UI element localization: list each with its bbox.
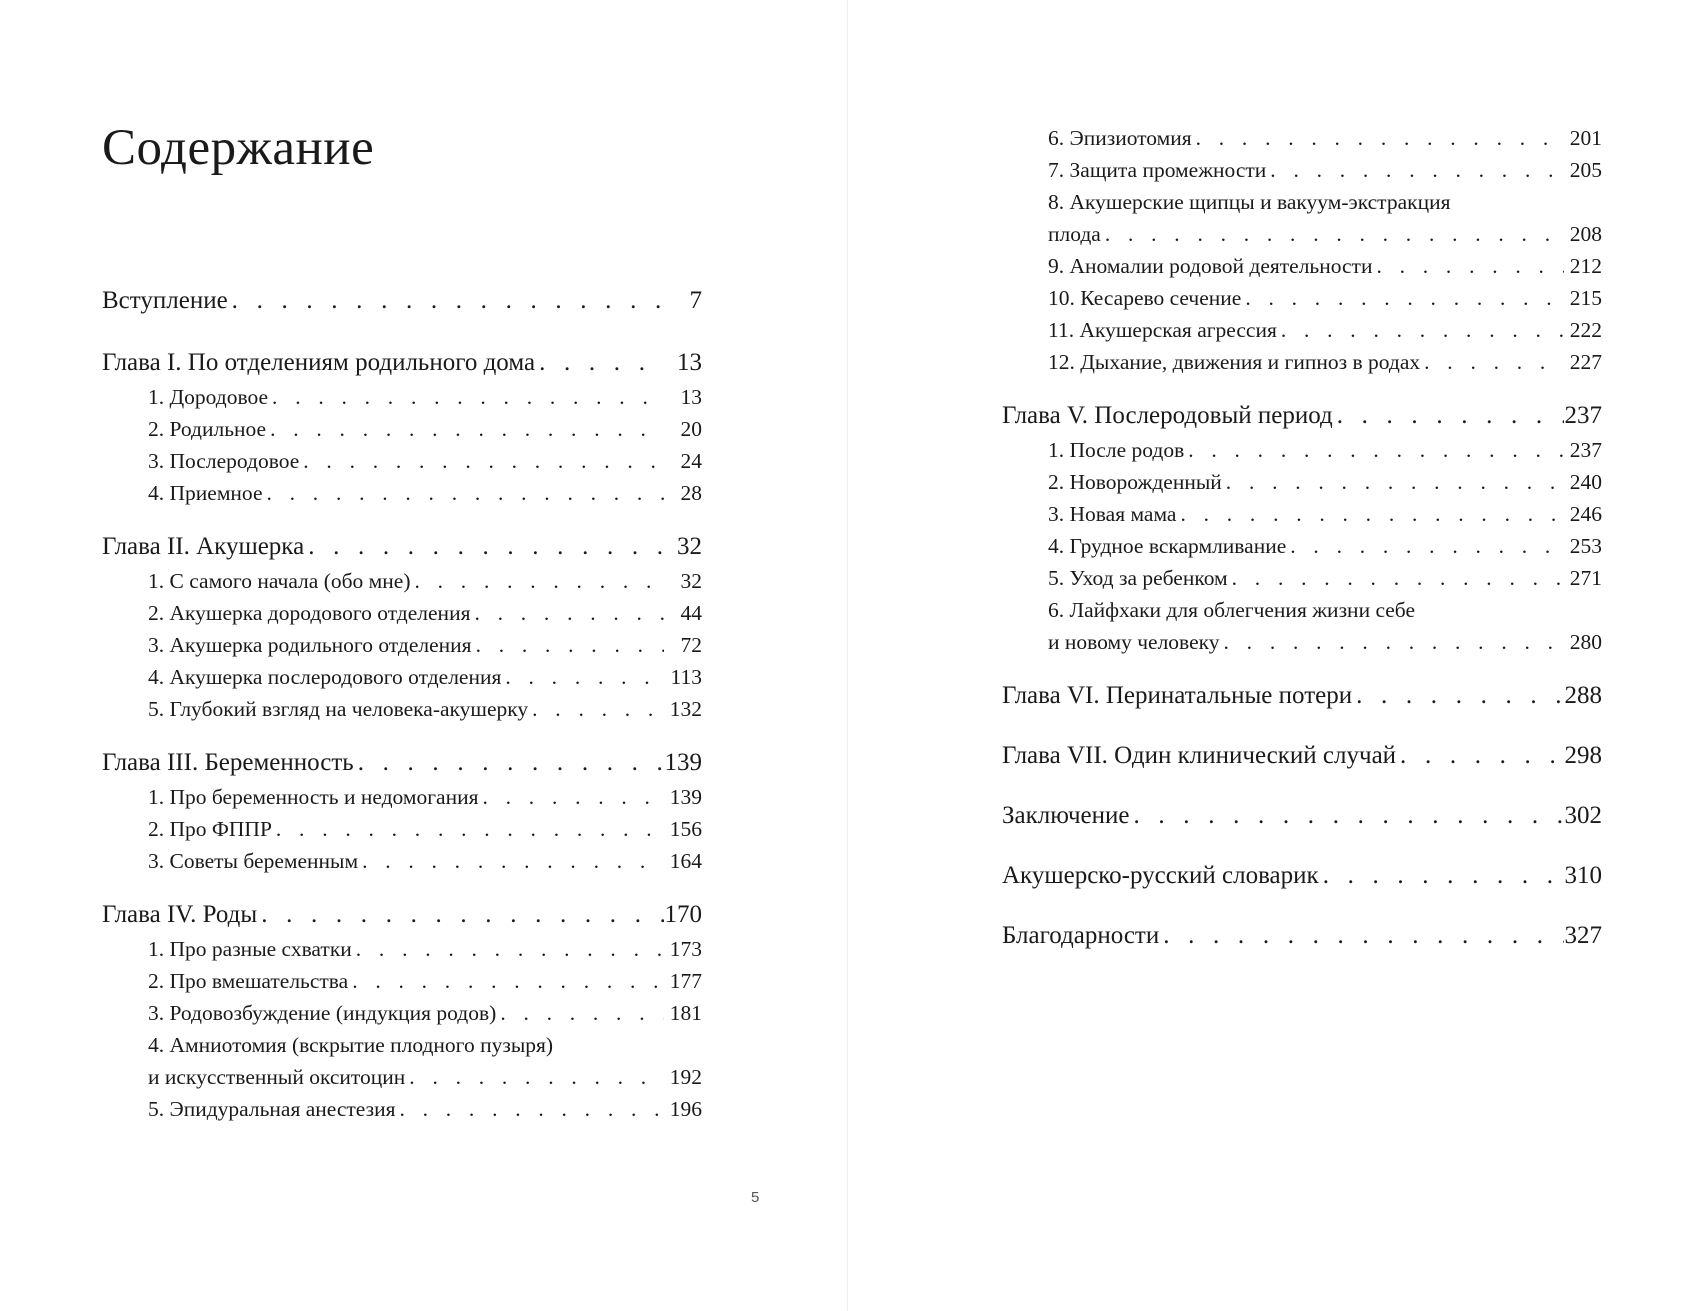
toc-chapter-7[interactable] bbox=[1002, 738, 1602, 774]
toc-entry-label: 12. Дыхание, движения и гипноз в родах bbox=[1048, 350, 1421, 374]
toc-entry-label: 3. Родовозбуждение (индукция родов) bbox=[148, 1001, 497, 1025]
dot-leader bbox=[272, 813, 664, 845]
toc-page-number: 327 bbox=[1564, 922, 1602, 949]
toc-subentry[interactable] bbox=[102, 965, 702, 997]
dot-leader bbox=[348, 965, 664, 997]
toc-entry-label: 2. Акушерка дородового отделения bbox=[148, 601, 471, 625]
toc-page-number: 177 bbox=[669, 969, 702, 993]
toc-page-number: 139 bbox=[669, 785, 702, 809]
dot-leader bbox=[496, 997, 664, 1029]
toc-entry-label: Глава V. Послеродовый период bbox=[1002, 402, 1333, 429]
toc-entry-thanks[interactable] bbox=[1002, 918, 1602, 954]
toc-subentry[interactable] bbox=[102, 565, 702, 597]
toc-page-number: 280 bbox=[1569, 630, 1602, 654]
toc-page-number: 139 bbox=[664, 749, 702, 776]
toc-subentry-continuation[interactable] bbox=[1002, 218, 1602, 250]
toc-subentry[interactable] bbox=[102, 781, 702, 813]
toc-entry-label: 1. Про разные схватки bbox=[148, 937, 352, 961]
toc-entry-label: 1. После родов bbox=[1048, 438, 1185, 462]
toc-subentry[interactable] bbox=[1002, 466, 1602, 498]
toc-page-number: 132 bbox=[669, 697, 702, 721]
toc-subentry[interactable] bbox=[102, 661, 702, 693]
toc-page-number: 32 bbox=[680, 569, 702, 593]
dot-leader bbox=[354, 745, 664, 781]
dot-leader bbox=[411, 565, 665, 597]
dot-leader bbox=[1130, 798, 1565, 834]
toc-page-number: 7 bbox=[689, 287, 702, 314]
toc-entry-label: 2. Новорожденный bbox=[1048, 470, 1222, 494]
dot-leader bbox=[304, 529, 664, 565]
toc-subentry-continuation[interactable] bbox=[102, 1061, 702, 1093]
toc-entry-label: 1. С самого начала (обо мне) bbox=[148, 569, 411, 593]
toc-entry-label: Глава IV. Роды bbox=[102, 901, 258, 928]
toc-entry-label: 5. Уход за ребенком bbox=[1048, 566, 1228, 590]
toc-page-number: 237 bbox=[1569, 438, 1602, 462]
dot-leader bbox=[1286, 530, 1564, 562]
dot-leader bbox=[528, 693, 664, 725]
dot-leader bbox=[535, 345, 664, 381]
toc-entry-label: Заключение bbox=[1002, 802, 1130, 829]
dot-leader bbox=[266, 413, 664, 445]
toc-subentry-first-line[interactable] bbox=[1002, 594, 1602, 626]
toc-subentry[interactable] bbox=[102, 445, 702, 477]
toc-entry-label: 3. Акушерка родильного отделения bbox=[148, 633, 472, 657]
toc-entry-label: 5. Эпидуральная анестезия bbox=[148, 1097, 396, 1121]
toc-entry-label: 6. Лайфхаки для облегчения жизни себе bbox=[1048, 598, 1415, 622]
toc-subentry[interactable] bbox=[102, 813, 702, 845]
dot-leader bbox=[358, 845, 664, 877]
toc-entry-label: Глава III. Беременность bbox=[102, 749, 354, 776]
dot-leader bbox=[1228, 562, 1564, 594]
toc-subentry[interactable] bbox=[1002, 346, 1602, 378]
toc-subentry[interactable] bbox=[102, 629, 702, 661]
toc-entry-conclusion[interactable] bbox=[1002, 798, 1602, 834]
toc-entry-glossary[interactable] bbox=[1002, 858, 1602, 894]
dot-leader bbox=[1159, 918, 1564, 954]
toc-entry-label: 10. Кесарево сечение bbox=[1048, 286, 1242, 310]
toc-page-number: 173 bbox=[669, 937, 702, 961]
dot-leader bbox=[1333, 398, 1564, 434]
toc-subentry[interactable] bbox=[102, 933, 702, 965]
toc-subentry[interactable] bbox=[102, 693, 702, 725]
toc-chapter-5[interactable] bbox=[1002, 398, 1602, 434]
toc-entry-label: 1. Дородовое bbox=[148, 385, 269, 409]
dot-leader bbox=[257, 897, 664, 933]
dot-leader bbox=[1372, 250, 1564, 282]
toc-subentry[interactable] bbox=[1002, 122, 1602, 154]
toc-page-number: 237 bbox=[1564, 402, 1602, 429]
toc-entry-label: 7. Защита промежности bbox=[1048, 158, 1267, 182]
toc-subentry[interactable] bbox=[1002, 530, 1602, 562]
dot-leader bbox=[1176, 498, 1564, 530]
dot-leader bbox=[1319, 858, 1564, 894]
toc-subentry[interactable] bbox=[102, 997, 702, 1029]
toc-entry-label: 2. Родильное bbox=[148, 417, 267, 441]
toc-chapter-4[interactable] bbox=[102, 897, 702, 933]
dot-leader bbox=[470, 597, 664, 629]
toc-entry-label: плода bbox=[1048, 222, 1101, 246]
toc-entry-label: 4. Амниотомия (вскрытие плодного пузыря) bbox=[148, 1033, 554, 1057]
dot-leader bbox=[405, 1061, 664, 1093]
page-number: 5 bbox=[751, 1189, 760, 1206]
toc-subentry[interactable] bbox=[1002, 314, 1602, 346]
toc-entry-label: 3. Советы беременным bbox=[148, 849, 359, 873]
toc-page-number: 288 bbox=[1564, 682, 1602, 709]
toc-page-number: 164 bbox=[669, 849, 702, 873]
toc-entry-label: 11. Акушерская агрессия bbox=[1048, 318, 1277, 342]
toc-entry-label: 1. Про беременность и недомогания bbox=[148, 785, 479, 809]
toc-entry-label: 2. Про ФППР bbox=[148, 817, 272, 841]
toc-entry-label: 4. Акушерка послеродового отделения bbox=[148, 665, 502, 689]
toc-entry-label: Глава I. По отделениям родильного дома bbox=[102, 349, 536, 376]
toc-entry-label: 9. Аномалии родовой деятельности bbox=[1048, 254, 1373, 278]
toc-entry-label: Вступление bbox=[102, 287, 228, 314]
toc-entry-label: 3. Новая мама bbox=[1048, 502, 1177, 526]
toc-entry-label: и искусственный окситоцин bbox=[148, 1065, 406, 1089]
toc-page-number: 302 bbox=[1564, 802, 1602, 829]
toc-left-column bbox=[102, 283, 702, 1125]
dot-leader bbox=[228, 283, 664, 319]
dot-leader bbox=[1101, 218, 1564, 250]
toc-chapter-1[interactable] bbox=[102, 345, 702, 381]
dot-leader bbox=[268, 381, 664, 413]
toc-subentry-first-line[interactable] bbox=[102, 1029, 702, 1061]
toc-page-number: 240 bbox=[1569, 470, 1602, 494]
toc-entry-label: Благодарности bbox=[1002, 922, 1160, 949]
toc-entry-label: 8. Акушерские щипцы и вакуум-экстракция bbox=[1048, 190, 1451, 214]
toc-subentry[interactable] bbox=[102, 413, 702, 445]
dot-leader bbox=[1352, 678, 1564, 714]
dot-leader bbox=[1241, 282, 1564, 314]
toc-subentry[interactable] bbox=[102, 845, 702, 877]
toc-page-number: 298 bbox=[1564, 742, 1602, 769]
toc-subentry[interactable] bbox=[1002, 434, 1602, 466]
dot-leader bbox=[1184, 434, 1564, 466]
toc-page-number: 201 bbox=[1569, 126, 1602, 150]
dot-leader bbox=[1396, 738, 1564, 774]
dot-leader bbox=[1192, 122, 1564, 154]
toc-subentry[interactable] bbox=[102, 381, 702, 413]
toc-page-number: 271 bbox=[1569, 566, 1602, 590]
toc-entry-label: Акушерско-русский словарик bbox=[1002, 862, 1319, 889]
toc-page-number: 32 bbox=[677, 533, 702, 560]
toc-entry-label: 6. Эпизиотомия bbox=[1048, 126, 1192, 150]
toc-entry-label: и новому человеку bbox=[1048, 630, 1220, 654]
dot-leader bbox=[501, 661, 664, 693]
toc-entry-label: Глава VII. Один клинический случай bbox=[1002, 742, 1397, 769]
dot-leader bbox=[479, 781, 665, 813]
toc-subentry[interactable] bbox=[1002, 498, 1602, 530]
toc-entry-label: Глава II. Акушерка bbox=[102, 533, 305, 560]
toc-subentry[interactable] bbox=[1002, 154, 1602, 186]
toc-page-number: 196 bbox=[669, 1097, 702, 1121]
dot-leader bbox=[1220, 626, 1564, 658]
toc-page-number: 227 bbox=[1569, 350, 1602, 374]
toc-page-number: 24 bbox=[680, 449, 702, 473]
toc-subentry-continuation[interactable] bbox=[1002, 626, 1602, 658]
toc-page-number: 212 bbox=[1569, 254, 1602, 278]
dot-leader bbox=[1277, 314, 1564, 346]
toc-page-number: 72 bbox=[680, 633, 702, 657]
toc-page-number: 208 bbox=[1569, 222, 1602, 246]
toc-page-number: 246 bbox=[1569, 502, 1602, 526]
toc-page-number: 215 bbox=[1569, 286, 1602, 310]
toc-page-number: 28 bbox=[680, 481, 702, 505]
toc-entry-label: 4. Приемное bbox=[148, 481, 263, 505]
toc-entry-label: 2. Про вмешательства bbox=[148, 969, 349, 993]
dot-leader bbox=[1222, 466, 1564, 498]
toc-entry-intro[interactable] bbox=[102, 283, 702, 319]
toc-subentry[interactable] bbox=[102, 1093, 702, 1125]
toc-chapter-3[interactable] bbox=[102, 745, 702, 781]
toc-entry-label: Глава VI. Перинатальные потери bbox=[1002, 682, 1353, 709]
toc-entry-label: 4. Грудное вскармливание bbox=[1048, 534, 1287, 558]
toc-page-number: 13 bbox=[677, 349, 702, 376]
dot-leader bbox=[472, 629, 664, 661]
toc-page-number: 113 bbox=[670, 665, 702, 689]
toc-page-number: 205 bbox=[1569, 158, 1602, 182]
toc-subentry[interactable] bbox=[1002, 250, 1602, 282]
dot-leader bbox=[1420, 346, 1564, 378]
toc-chapter-2[interactable] bbox=[102, 529, 702, 565]
toc-subentry[interactable] bbox=[102, 477, 702, 509]
dot-leader bbox=[395, 1093, 664, 1125]
toc-page-number: 13 bbox=[680, 385, 702, 409]
toc-page-number: 192 bbox=[669, 1065, 702, 1089]
toc-page-number: 253 bbox=[1569, 534, 1602, 558]
toc-page-number: 310 bbox=[1564, 862, 1602, 889]
page-title: Содержание bbox=[102, 120, 375, 176]
toc-page-number: 181 bbox=[669, 1001, 702, 1025]
dot-leader bbox=[263, 477, 665, 509]
dot-leader bbox=[1266, 154, 1564, 186]
toc-page-number: 156 bbox=[669, 817, 702, 841]
toc-entry-label: 3. Послеродовое bbox=[148, 449, 300, 473]
toc-right-column bbox=[1002, 122, 1602, 954]
dot-leader bbox=[299, 445, 664, 477]
toc-chapter-6[interactable] bbox=[1002, 678, 1602, 714]
toc-page-number: 170 bbox=[664, 901, 702, 928]
toc-page-number: 20 bbox=[680, 417, 702, 441]
toc-subentry[interactable] bbox=[1002, 562, 1602, 594]
dot-leader bbox=[352, 933, 664, 965]
toc-entry-label: 5. Глубокий взгляд на человека-акушерку bbox=[148, 697, 529, 721]
toc-page-number: 222 bbox=[1569, 318, 1602, 342]
toc-subentry[interactable] bbox=[102, 597, 702, 629]
toc-page-number: 44 bbox=[680, 601, 702, 625]
toc-subentry[interactable] bbox=[1002, 282, 1602, 314]
toc-subentry-first-line[interactable] bbox=[1002, 186, 1602, 218]
